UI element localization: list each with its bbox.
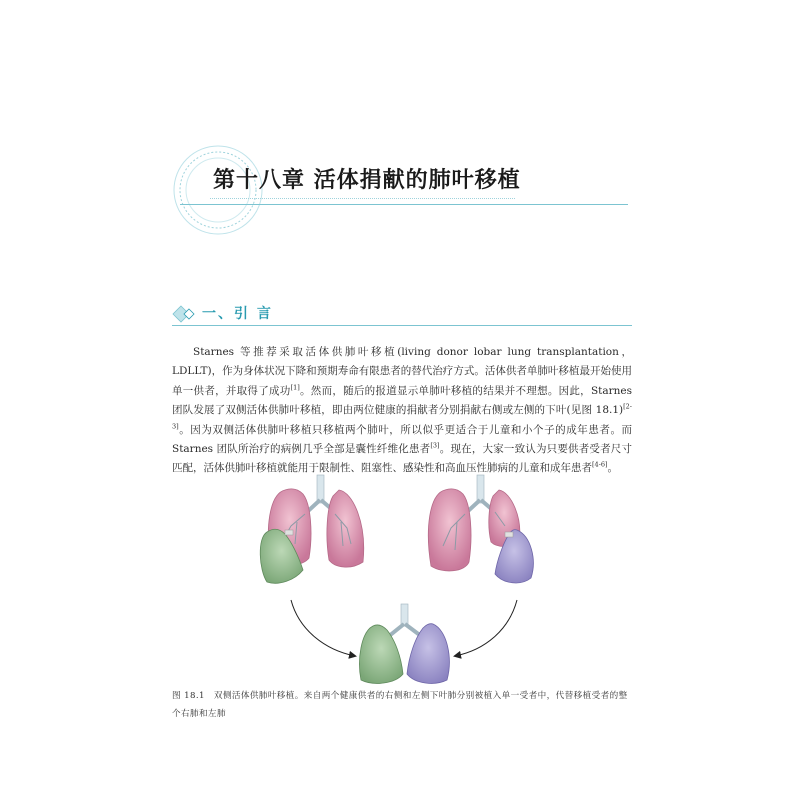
figure-18-1	[255, 470, 555, 690]
section-rule	[172, 325, 632, 326]
figure-caption: 图 18.1 双侧活体供肺叶移植。来自两个健康供者的右侧和左侧下叶肺分别被植入单一受者中，代替移植受者的整个右肺和左肺	[172, 691, 628, 719]
citation: [4-6]	[592, 460, 608, 469]
text-run: Starnes 等推荐采取活体供肺叶移植(living donor lobar lung transplantation，LDLLT)，作为身体状况下降和预期寿命有限患者的替代治疗方式。活体供者单肺叶移植最开始使用单一供者，并取得了成功	[172, 346, 632, 397]
citation: [2-3]	[172, 402, 632, 431]
right-donor-lungs	[428, 475, 533, 583]
text-run: 。因为双侧活体供肺叶移植只移植两个肺叶，所以似乎更适合于儿童和小个子的成年患者。而 Starnes 团队所治疗的病例几乎全部是囊性纤维化患者	[172, 423, 632, 456]
text-run: 。	[607, 462, 619, 475]
section-title: 一、引 言	[202, 306, 273, 322]
text-run: 。现在，大家一致认为只要供者受者尺寸匹配，活体供肺叶移植就能用于限制性、阻塞性、感染性和高血压性肺病的儿童和成年患者	[172, 443, 632, 475]
arrow-right	[455, 600, 517, 656]
chapter-title: 第十八章 活体捐献的肺叶移植	[213, 168, 521, 193]
chapter-rule	[180, 204, 628, 205]
lung-transplant-illustration	[255, 470, 555, 690]
chapter-dotted-rule	[210, 198, 515, 199]
paragraph	[172, 343, 632, 479]
left-donor-lungs	[260, 475, 363, 583]
section-heading	[172, 303, 632, 325]
citation: [1]	[290, 383, 300, 392]
arrow-left	[291, 600, 355, 656]
text-run: 。然而，随后的报道显示单肺叶移植的结果并不理想。因此，Starnes 团队发展了双侧活体供肺叶移植，即由两位健康的捐献者分别捐献右侧或左侧的下叶(见图 18.1)	[172, 384, 633, 417]
citation: [3]	[430, 441, 440, 450]
body-text	[172, 343, 632, 479]
diamond-icon	[172, 305, 202, 323]
recipient-lungs	[360, 604, 450, 683]
